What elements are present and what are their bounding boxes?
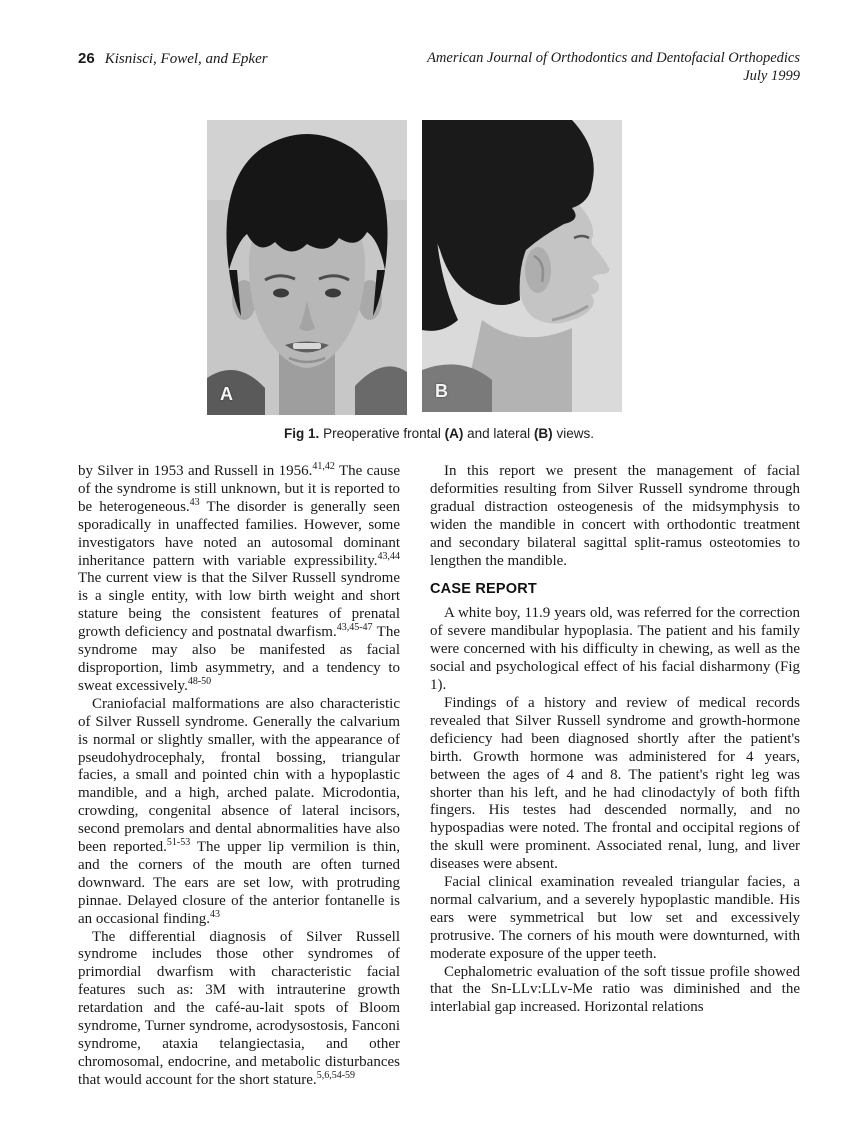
frontal-photo-drawing [207,120,407,415]
right-column [430,463,800,1017]
running-head-right [427,50,800,85]
body-paragraph: In this report we present the management of facial deformities resulting from Silver Russell syndrome through gradual distraction osteogenesis of the midsymphysis to widen the mandible in concert with orthodontic treatment and secondary bilateral sagittal split-ramus osteotomies to lengthen the mandible. [430,463,800,569]
body-paragraph: Craniofacial malformations are also characteristic of Silver Russell syndrome. Generally the calvarium is normal or slightly smaller, with the appearance of pseudohydrocephaly, frontal bossing, triangular facies, a small and pointed chin with a hypoplastic mandible, and a high, arched palate. Microdontia, crowding, congenital absence of lateral incisors, second premolars and dental abnormalities have also been reported.$^{51-53}$ The upper lip vermilion is thin, and the corners of the mouth are often turned downward. The ears are set low, with protruding pinnae. Delayed closure of the anterior fontanelle is an occasional finding.$^{43}$ [78,695,400,927]
running-head [78,50,800,85]
lateral-photo-drawing [422,120,622,412]
left-column [78,463,400,1090]
panel-label-b: B [435,381,448,401]
lateral-photo [422,120,622,412]
page-number: 26 [78,50,95,67]
issue-date: July 1999 [743,67,800,84]
figure-1 [207,120,623,416]
body-paragraph: A white boy, 11.9 years old, was referred for the correction of severe mandibular hypoplasia. The patient and his family were concerned with his difficulty in chewing, as well as the social and psychological effect of his facial disharmony (Fig 1). [430,605,800,694]
body-paragraph: Cephalometric evaluation of the soft tissue profile showed that the Sn-LLv:LLv-Me ratio was diminished and the interlabial gap increased. Horizontal relations [430,963,800,1016]
body-paragraph: The differential diagnosis of Silver Russell syndrome includes those other syndromes of primordial dwarfism with characteristic facial features such as: 3M with intrauterine growth retardation and the café-au-lait spots of Bloom syndrome, Turner syndrome, acrodysostosis, Fanconi syndrome, ataxia telangiectasia, and other chromosomal, endocrine, and metabolic disturbances that would account for the short stature.$^{5,6,54-59}$ [78,928,400,1088]
body-paragraph: by Silver in 1953 and Russell in 1956.$^{41,42}$ The cause of the syndrome is still unknown, but it is reported to be heterogeneous.$^{43}$ The disorder is generally seen sporadically in unaffected families. However, some investigators have noted an autosomal dominant inheritance pattern with variable expressibility.$^{43,44}$ The current view is that the Silver Russell syndrome is a single entity, with low birth weight and short stature being the consistent features of prenatal growth deficiency and postnatal dwarfism.$^{43,45-47}$ The syndrome may also be manifested as facial disproportion, limb asymmetry, and a tendency to sweat excessively.$^{48-50}$ [78,461,400,694]
frontal-photo [207,120,407,415]
journal-title: American Journal of Orthodontics and Dentofacial Orthopedics [427,50,800,66]
section-heading: CASE REPORT [430,581,537,598]
body-paragraph: Findings of a history and review of medical records revealed that Silver Russell syndrome and growth-hormone deficiency had been diagnosed shortly after the patient's birth. Growth hormone was administered for 4 years, between the ages of 4 and 8. The patient's right leg was shorter than his left, and he had clinodactyly of both fifth fingers. His testes had descended normally, and no hypospadias were noted. The frontal and occipital regions of the skull were prominent. Associated renal, lung, and liver diseases were absent. [430,694,800,873]
running-head-left [78,50,268,68]
panel-label-a: A [220,384,233,404]
body-paragraph: Facial clinical examination revealed triangular facies, a normal calvarium, and a severely hypoplastic mandible. His ears were symmetrical but low set and excessively protrusive. The corners of his mouth were downturned, with moderate exposure of the upper teeth. [430,874,800,962]
figure-caption: Fig 1. Preoperative frontal (A) and lateral (B) views. [284,426,594,441]
authors: Kisnisci, Fowel, and Epker [104,51,268,67]
